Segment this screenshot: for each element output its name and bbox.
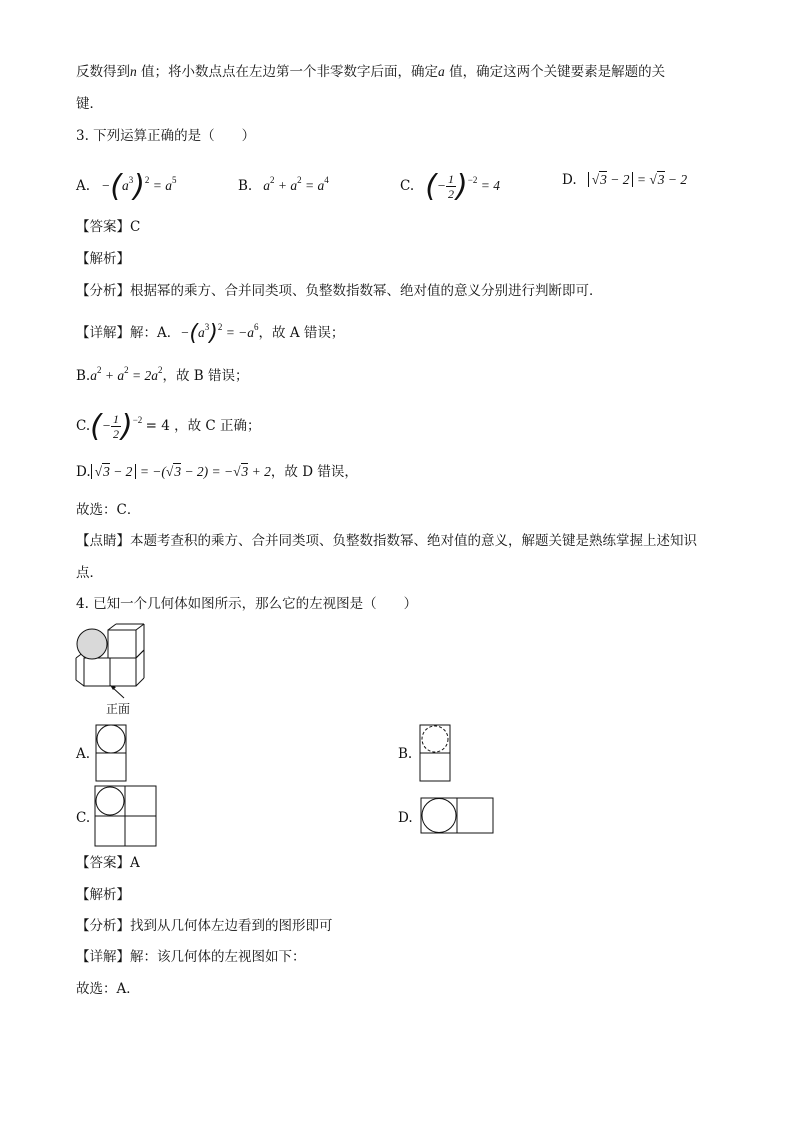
q3-option-d-label: D. [562, 172, 577, 188]
q3-option-b-formula: $a^2 + a^2 = a^4$ [256, 175, 329, 193]
q3-option-a-label: A. [76, 178, 91, 194]
q4-detail: 【详解】解：该几何体的左视图如下： [76, 949, 306, 965]
intro-line-2: 键． [76, 96, 103, 112]
q4-stem: 4. 已知一个几何体如图所示，那么它的左视图是（ ） [76, 596, 418, 612]
intro-var-a: a [438, 64, 445, 79]
q3-detail-c [76, 408, 261, 444]
q3-option-d-formula: √3 − 2 = √3 − 2 [581, 171, 687, 187]
q3-option-c [400, 168, 500, 204]
q3-comment-line-2: 点． [76, 565, 103, 581]
q4-option-a-figure [95, 724, 127, 782]
q4-option-b-label: B. [398, 746, 413, 762]
q3-detail-d [76, 462, 358, 482]
q3-detail-a [76, 317, 344, 344]
q3-comment-line-1: 【点睛】本题考查积的乘方、合并同类项、负整数指数幂、绝对值的意义，解题关键是熟练掌握上述知识 [76, 533, 697, 549]
q4-option-c-figure [94, 785, 158, 847]
q4-option-c-label: C. [76, 810, 91, 826]
q4-option-d-figure [420, 797, 494, 835]
q3-detail-d-formula: √3 − 2 = −(√3 − 2) = −√3 + 2 [91, 463, 271, 479]
q4-option-d-label: D. [398, 810, 413, 826]
q3-fenxi: 【分析】根据幂的乘方、合并同类项、负整数指数幂、绝对值的意义分别进行判断即可． [76, 283, 603, 299]
q4-answer: 【答案】A [76, 855, 140, 871]
q4-option-a-label: A. [76, 746, 91, 762]
q3-option-d [562, 170, 687, 190]
q3-detail-c-suffix: = 4 ，故 C 正确； [145, 418, 261, 434]
q4-choice: 故选：A． [76, 981, 140, 997]
q3-detail-b-formula: $a^2 + a^2 = 2a^2$ [90, 365, 163, 383]
q3-detail-b [76, 360, 248, 386]
intro-text-a: 反数得到 [76, 64, 130, 80]
q4-option-b-figure [419, 724, 451, 782]
q4-sphere [77, 629, 107, 659]
q3-detail-c-formula: (− $\frac{1}{2}$ )$^{-2}$ [90, 408, 143, 444]
q3-detail-b-prefix: B. [76, 368, 91, 384]
q3-detail-a-prefix: 【详解】解：A． [76, 325, 181, 341]
q3-stem: 3. 下列运算正确的是（ ） [76, 128, 256, 144]
q3-detail-a-formula: $-(a^3)^2 = -a^6$ [180, 320, 259, 346]
intro-var-n: n [130, 64, 137, 79]
q3-analysis-heading: 【解析】 [76, 251, 130, 267]
q3-option-b [238, 170, 329, 196]
intro-text-b: 值；将小数点点在左边第一个非零数字后面，确定 [136, 64, 439, 80]
q3-detail-d-prefix: D. [76, 464, 91, 480]
q3-detail-b-suffix: ，故 B 错误； [162, 368, 249, 384]
q3-answer: 【答案】C [76, 219, 141, 235]
q3-option-b-label: B. [238, 178, 253, 194]
q3-detail-d-suffix: ，故 D 错误， [270, 464, 358, 480]
q4-fenxi: 【分析】找到从几何体左边看到的图形即可 [76, 918, 333, 934]
q4-front-label: 正面 [106, 702, 131, 716]
intro-text-c: 值，确定这两个关键要素是解题的关 [444, 64, 666, 80]
q3-option-c-formula: (− $\frac{1}{2}$ )$^{-2}$ = 4 [425, 168, 500, 204]
q3-choice: 故选：C． [76, 502, 141, 518]
q3-option-a [76, 168, 177, 204]
q3-option-c-label: C. [400, 178, 415, 194]
q4-analysis-heading: 【解析】 [76, 887, 130, 903]
intro-line-1 [76, 62, 665, 82]
q3-detail-c-prefix: C. [76, 418, 91, 434]
q3-option-a-formula: $-(a^3)^2 = a^5$ [94, 168, 177, 204]
q3-detail-a-suffix: ，故 A 错误； [258, 325, 345, 341]
